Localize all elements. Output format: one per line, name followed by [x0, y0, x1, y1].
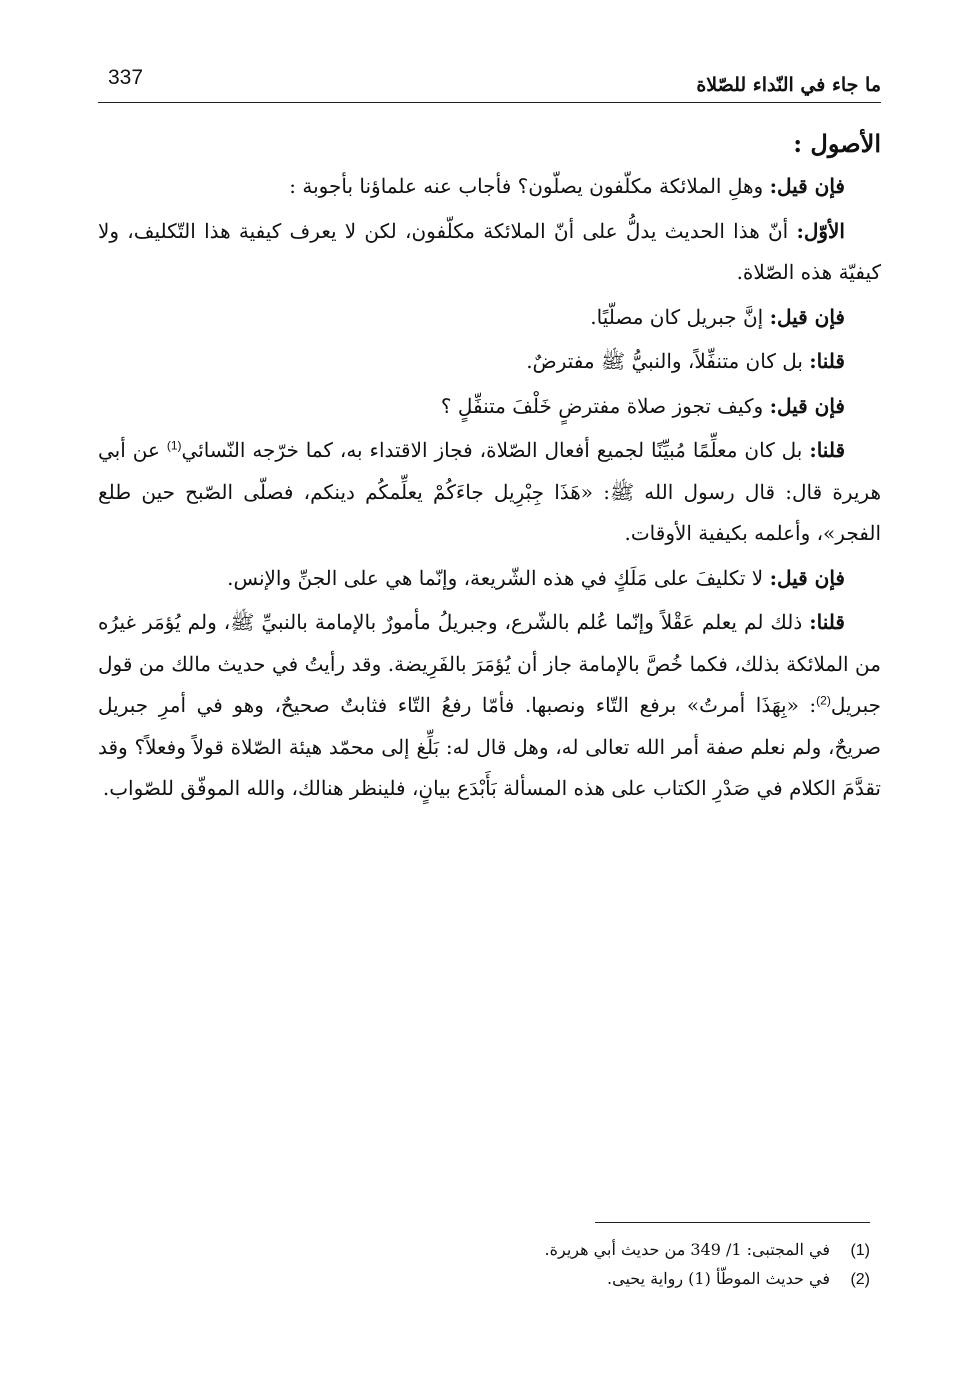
paragraph-text-continued: عن أبي هريرة قال: قال رسول الله ﷺ: «هَذَا جِبْرِيل جاءَكُمْ يعلِّمكُم دينكم، فصلّى الصّبح حين طلع الفجر»، وأعلمه بكيفية الأوقات.: [98, 438, 881, 545]
footnote-number: (1): [850, 1242, 870, 1259]
paragraph-text: ذلك لم يعلم عَقْلاً وإنّما عُلم بالشّرع، وجبريلُ مأمورٌ بالإمامة بالنبيِّ ﷺ، ولم يُؤمَر غيرُه من الملائكة بذلك، فكما خُصَّ بالإمامة جاز أن يُؤمَرَ بالفَرِيضة. وقد رأيتُ في حديث مالك من قول جبريل: [98, 610, 881, 717]
paragraph-label: قلنا:: [809, 610, 845, 634]
paragraph-question-1: [98, 166, 881, 208]
paragraph-reply-2: [98, 341, 881, 383]
paragraph-first-answer: [98, 211, 881, 294]
paragraph-label: قلنا:: [809, 438, 846, 462]
paragraph-label: فإن قيل:: [769, 174, 845, 198]
footnote-divider: [595, 1222, 870, 1223]
footnote-text: في حديث الموطّأ (1) رواية يحيى.: [607, 1269, 830, 1288]
page-body: [98, 124, 881, 813]
paragraph-text: وهلِ الملائكة مكلّفون يصلّون؟ فأجاب عنه علماؤنا بأجوبة :: [289, 174, 770, 198]
chapter-title: ما جاء في النّداء للصّلاة: [696, 74, 881, 96]
footnote-text: في المجتبى: 1/ 349 من حديث أبي هريرة.: [544, 1240, 830, 1259]
footnote-reference-1[interactable]: (1): [166, 438, 182, 453]
paragraph-label: الأوّل:: [796, 218, 845, 243]
paragraph-reply-3: [98, 430, 881, 555]
running-header: [98, 62, 881, 103]
paragraph-text: إنَّ جبريل كان مصلّيًا.: [590, 304, 770, 329]
paragraph-text: وكيف تجوز صلاة مفترضٍ خَلْفَ متنفِّلٍ ؟: [440, 393, 770, 418]
paragraph-question-4: [98, 558, 881, 600]
footnotes: [370, 1236, 870, 1294]
paragraph-text: بل كان متنفِّلاً، والنبيُّ ﷺ مفترضٌ.: [526, 349, 810, 373]
paragraph-text-continued: : «بِهَذَا أمرتُ» برفع التّاء ونصبها. فأمّا رفعُ التّاء فثابتٌ صحيحٌ، وهو في أمرِ جبريل صريحٌ، ولم نعلم صفة أمر الله تعالى له، وهل قال له: بَلِّغ إلى محمّد هيئة الصّلاة قولاً وفعلاً؟ وقد تقدَّمَ الكلام في صَدْرِ الكتاب على هذه المسألة بَأَبْدَع بيانٍ، فلينظر هنالك، والله الموفّق للصّواب.: [98, 693, 881, 800]
footnote-2: [370, 1265, 870, 1294]
paragraph-label: فإن قيل:: [769, 393, 845, 418]
paragraph-text: لا تكليفَ على مَلَكٍ في هذه الشّريعة، وإنّما هي على الجنِّ والإنس.: [227, 565, 770, 590]
paragraph-label: قلنا:: [809, 349, 845, 373]
section-heading: الأصول :: [793, 129, 881, 158]
paragraph-text: بل كان معلِّمًا مُبيِّنًا لجميع أفعال الصّلاة، فجاز الاقتداء به، كما خرّجه النّسائي: [181, 438, 810, 462]
paragraph-label: فإن قيل:: [769, 304, 845, 329]
paragraph-label: فإن قيل:: [769, 565, 845, 590]
footnote-1: [370, 1236, 870, 1265]
page-number: 337: [108, 66, 144, 89]
paragraph-reply-4: [98, 602, 881, 810]
paragraph-text: أنّ هذا الحديث يدلُّ على أنّ الملائكة مكلّفون، لكن لا يعرف كيفية هذا التّكليف، ولا كيفيّة هذه الصّلاة.: [98, 218, 881, 284]
paragraph-question-2: [98, 297, 881, 339]
paragraph-question-3: [98, 386, 881, 428]
footnote-number: (2): [850, 1271, 870, 1288]
footnote-reference-2[interactable]: (2): [816, 693, 831, 708]
